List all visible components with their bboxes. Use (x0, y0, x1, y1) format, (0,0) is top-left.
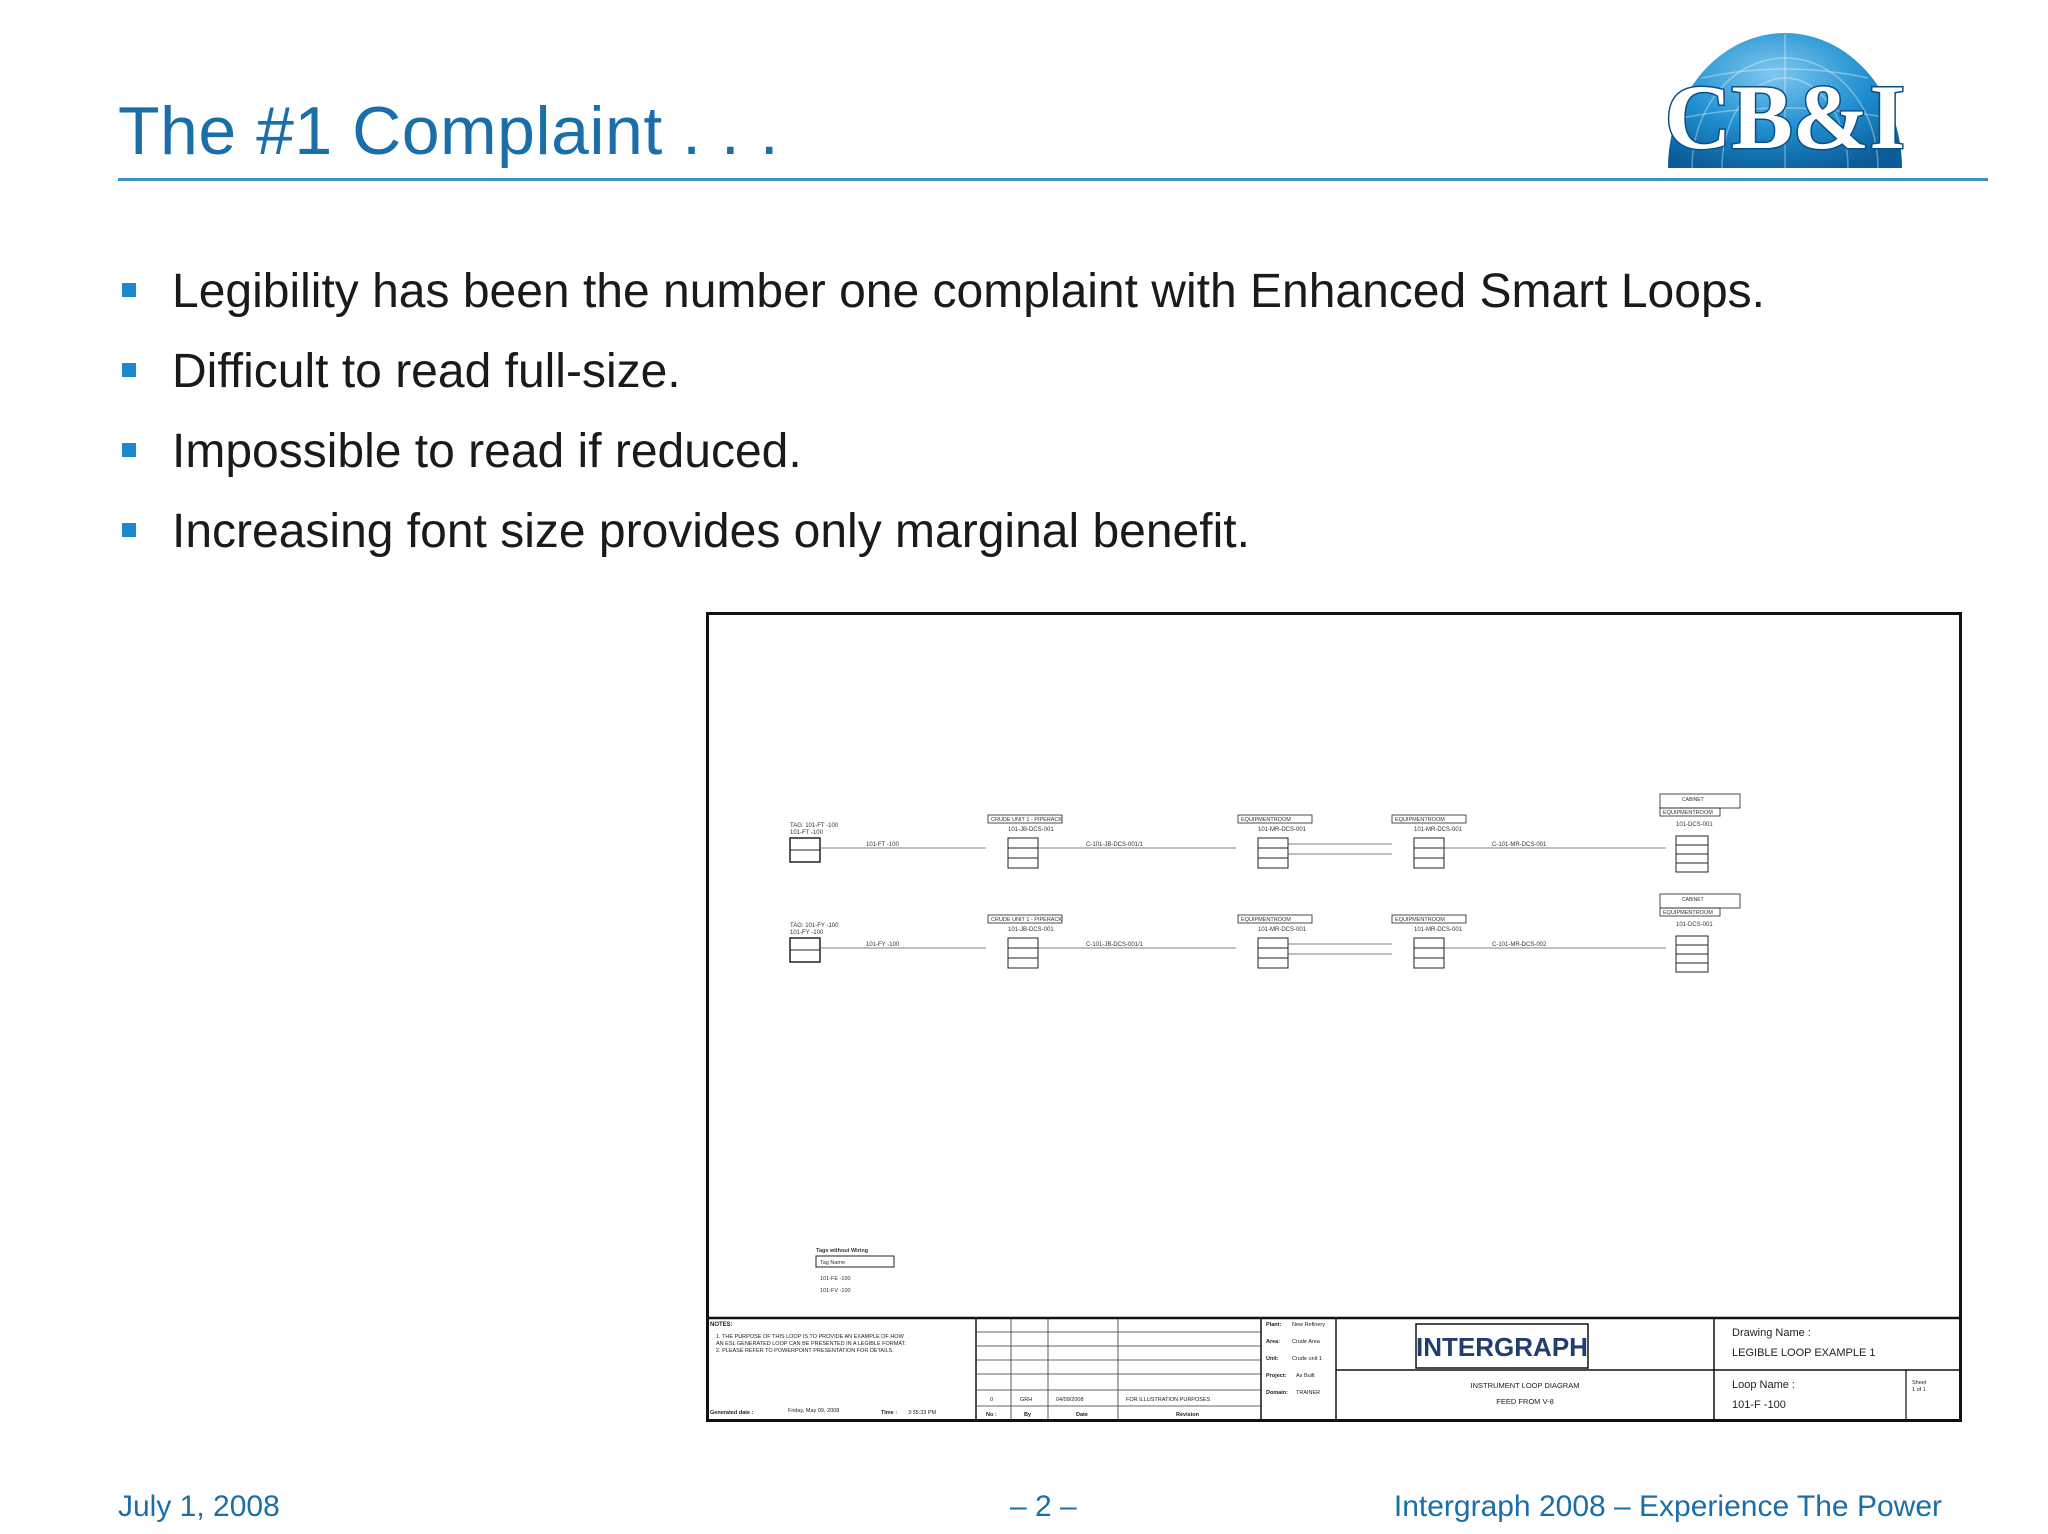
tag-item: 101-FE -100 (820, 1276, 851, 1282)
note-line: 1. THE PURPOSE OF THIS LOOP IS TO PROVIDE AN EXAMPLE OF HOW (716, 1334, 904, 1340)
bullet-text: Legibility has been the number one complaint with Enhanced Smart Loops. (172, 265, 1765, 318)
note-line: AN ESL GENERATED LOOP CAN BE PRESENTED IN A LEGIBLE FORMAT. (716, 1341, 906, 1347)
generated-date-label: Generated date : (710, 1410, 754, 1416)
bullet-list (118, 252, 1765, 572)
bullet-text: Impossible to read if reduced. (172, 425, 802, 478)
plant-label: Plant: (1266, 1322, 1282, 1328)
mr-tag: 101-MR-DCS-001 (1414, 927, 1463, 933)
loop-tag-label: TAG: 101-FT -100 (790, 823, 839, 829)
loop-diagram-drawing (706, 612, 1962, 1422)
cable-tag: C-101-MR-DCS-001 (1492, 842, 1547, 848)
loop-tag-sub: 101-FY -100 (790, 930, 824, 936)
domain-value: TRAINER (1296, 1390, 1321, 1396)
footer-tagline: Intergraph 2008 – Experience The Power (1393, 1490, 1942, 1523)
mr-tag: 101-MR-DCS-001 (1414, 827, 1463, 833)
mr-tag: 101-MR-DCS-001 (1258, 827, 1307, 833)
bullet-square-icon (122, 443, 136, 457)
box-header: EQUIPMENTROOM (1663, 810, 1713, 816)
box-header: EQUIPMENTROOM (1395, 917, 1445, 923)
bullet-square-icon (122, 523, 136, 537)
cbi-logo (1662, 18, 1908, 176)
loop-tag-sub: 101-FT -100 (790, 830, 823, 836)
loop-name-value: 101-F -100 (1732, 1399, 1786, 1411)
footer-page-number: – 2 – (1010, 1490, 1077, 1523)
drawing-name-label: Drawing Name : (1732, 1327, 1811, 1339)
mr-tag: 101-MR-DCS-001 (1258, 927, 1307, 933)
cable-tag: 101-FY -100 (866, 942, 900, 948)
box-header: EQUIPMENTROOM (1663, 910, 1713, 916)
note-line: 2. PLEASE REFER TO POWERPOINT PRESENTATION FOR DETAILS. (716, 1348, 894, 1354)
box-header: EQUIPMENTROOM (1241, 917, 1291, 923)
cable-tag: C-101-JB-DCS-001/1 (1086, 842, 1144, 848)
rev-by: GRH (1020, 1397, 1033, 1403)
slide-title: The #1 Complaint . . . (118, 93, 780, 169)
rev-header-revision: Revision (1176, 1412, 1199, 1418)
rev-desc: FOR ILLUSTRATION PURPOSES (1126, 1397, 1211, 1403)
dcs-tag: 101-DCS-001 (1676, 922, 1713, 928)
box-header: EQUIPMENTROOM (1241, 817, 1291, 823)
dcs-tag: 101-DCS-001 (1676, 822, 1713, 828)
cable-tag: C-101-MR-DCS-002 (1492, 942, 1547, 948)
area-label: Area: (1266, 1339, 1281, 1345)
footer-date: July 1, 2008 (118, 1490, 280, 1523)
title-divider (118, 178, 1988, 181)
project-value: As Built (1296, 1373, 1315, 1379)
box-header: CRUDE UNIT 1 - PIPERACK (991, 917, 1063, 923)
rev-header-date: Date (1076, 1412, 1088, 1418)
diagram-description: FEED FROM V-8 (1496, 1397, 1554, 1406)
rev-header-no: No : (986, 1412, 997, 1418)
project-label: Project: (1266, 1373, 1287, 1379)
time-value: 3:35:33 PM (908, 1410, 937, 1416)
notes-title: NOTES: (710, 1322, 733, 1328)
time-label: Time : (881, 1410, 898, 1416)
cable-tag: C-101-JB-DCS-001/1 (1086, 942, 1144, 948)
bullet-item (118, 252, 1765, 332)
sheet-label: Sheet (1912, 1380, 1927, 1386)
diagram-type: INSTRUMENT LOOP DIAGRAM (1470, 1381, 1580, 1390)
logo-text: CB&I (1664, 66, 1906, 168)
box-header: CRUDE UNIT 1 - PIPERACK (991, 817, 1063, 823)
loop-tag-label: TAG: 101-FY -100 (790, 923, 839, 929)
bullet-text: Difficult to read full-size. (172, 345, 681, 398)
intergraph-logo: INTERGRAPH (1416, 1332, 1588, 1362)
rev-no: 0 (990, 1397, 994, 1403)
rev-header-by: By (1024, 1412, 1032, 1418)
generated-date-value: Friday, May 09, 2008 (788, 1408, 840, 1414)
jb-tag: 101-JB-DCS-001 (1008, 927, 1054, 933)
jb-tag: 101-JB-DCS-001 (1008, 827, 1054, 833)
loop-name-label: Loop Name : (1732, 1379, 1795, 1391)
plant-value: New Refinery (1292, 1322, 1326, 1328)
rev-date: 04/09/2008 (1056, 1397, 1084, 1403)
bullet-text: Increasing font size provides only marginal benefit. (172, 505, 1250, 558)
box-header: EQUIPMENTROOM (1395, 817, 1445, 823)
sheet-value: 1 of 1 (1912, 1387, 1926, 1393)
cabinet-label: CABINET (1682, 797, 1704, 803)
tags-without-wiring-header: Tag Name (820, 1260, 846, 1266)
drawing-name-value: LEGIBLE LOOP EXAMPLE 1 (1732, 1347, 1876, 1359)
bullet-item (118, 492, 1765, 572)
bullet-item (118, 412, 1765, 492)
cabinet-label: CABINET (1682, 897, 1704, 903)
tags-without-wiring-title: Tags without Wiring (816, 1248, 869, 1254)
bullet-item (118, 332, 1765, 412)
area-value: Crude Area (1292, 1339, 1320, 1345)
bullet-square-icon (122, 283, 136, 297)
domain-label: Domain: (1266, 1390, 1288, 1396)
unit-label: Unit: (1266, 1356, 1279, 1362)
cable-tag: 101-FT -100 (866, 842, 899, 848)
tag-item: 101-FV -100 (820, 1288, 851, 1294)
unit-value: Crude unit 1 (1292, 1356, 1322, 1362)
bullet-square-icon (122, 363, 136, 377)
